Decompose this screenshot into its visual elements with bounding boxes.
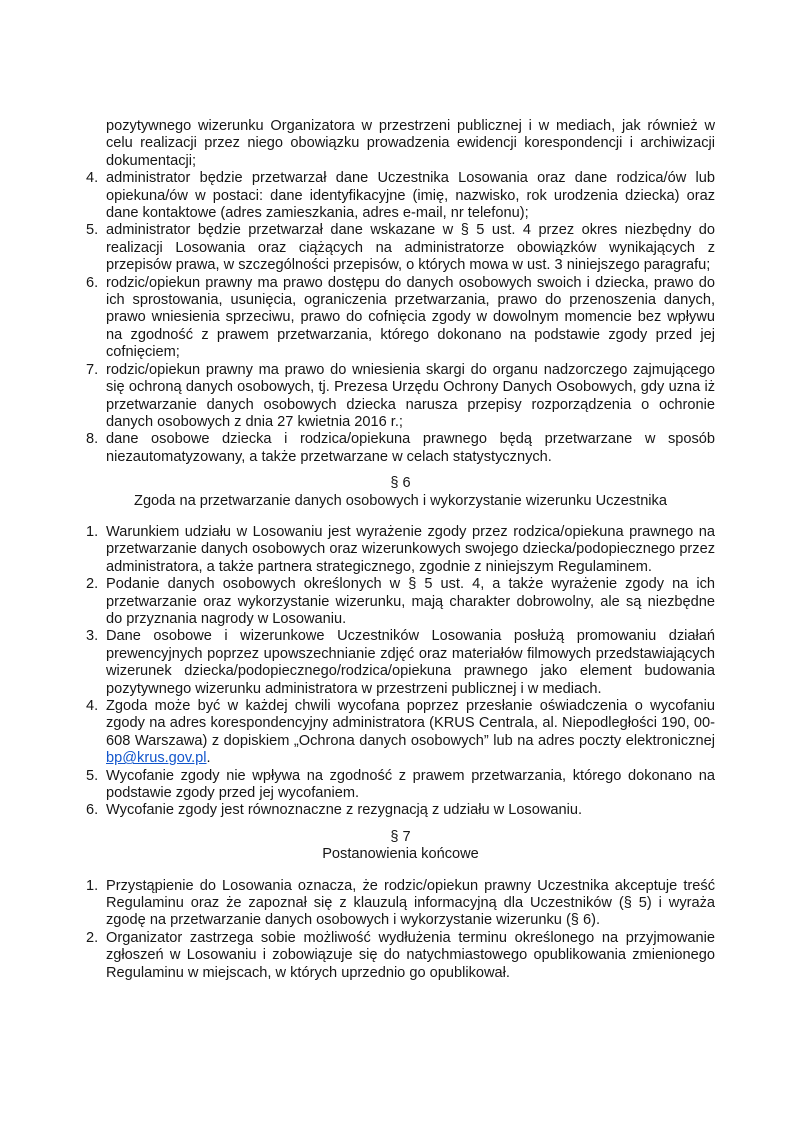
list-item-text: Przystąpienie do Losowania oznacza, że rodzic/opiekun prawny Uczestnika akceptuje treść Regulaminu oraz że zapoznał się z klauzulą informacyjną dla Uczestników (§ 5) i wyraża zgodę na przetwarzanie danych osobowych i wykorzystanie wizerunku (§ 6).: [106, 877, 715, 929]
list-item-text: dane osobowe dziecka i rodzica/opiekuna prawnego będą przetwarzane w sposób niezautomatyzowany, a także przetwarzane w celach statystycznych.: [106, 431, 715, 465]
list-item-number: 1.: [86, 877, 99, 894]
list-item: [86, 878, 715, 930]
list-item: [86, 576, 715, 628]
list-item-number: 2.: [86, 576, 99, 593]
list-item: [86, 802, 715, 819]
section-6-mark: § 6: [390, 475, 411, 492]
email-link[interactable]: bp@krus.gov.pl: [106, 750, 207, 767]
clause-list-section5: [86, 170, 715, 466]
list-item: [86, 524, 715, 576]
list-item-text: Wycofanie zgody nie wpływa na zgodność z prawem przetwarzania, którego dokonano na podstawie zgody przed jej wycofaniem.: [106, 767, 715, 802]
list-item: [86, 768, 715, 803]
list-item-text: Dane osobowe i wizerunkowe Uczestników Losowania posłużą promowaniu działań prewencyjnych poprzez upowszechnianie zdjęć oraz materiałów filmowych przedstawiających wizerunek dziecka/podopiecznego/rodzica/opiekuna prawnego jako element budowania pozytywnego wizerunku administratora w przestrzeni publicznej i w mediach.: [106, 628, 715, 697]
list-item: [86, 222, 715, 274]
list-item-number: 6.: [86, 802, 99, 819]
list-item-text: Podanie danych osobowych określonych w § 5 ust. 4, a także wyrażenie zgody na ich przetwarzanie oraz wykorzystanie wizerunku, mają charakter dobrowolny, ale są niezbędne do przyznania nagrody w Losowaniu.: [106, 576, 715, 627]
list-item-number: 4.: [86, 170, 99, 187]
list-item-number: 1.: [86, 523, 99, 540]
section-7-title: Postanowienia końcowe: [322, 846, 479, 863]
list-item-text: administrator będzie przetwarzał dane wskazane w § 5 ust. 4 przez okres niezbędny do realizacji Losowania oraz ciążących na administratorze obowiązków wynikających z przepisów prawa, w szczególności przepisów, o których mowa w ust. 3 niniejszego paragrafu;: [106, 222, 715, 274]
list-item-number: 5.: [86, 222, 99, 239]
list-item-text: administrator będzie przetwarzał dane Uczestnika Losowania oraz dane rodzica/ów lub opiekuna/ów w postaci: dane identyfikacyjne (imię, nazwisko, rok urodzenia dziecka) oraz dane kontaktowe (adres zamieszkania, adres e-mail, nr telefonu);: [106, 170, 715, 222]
list-item: [86, 362, 715, 432]
section-7-heading: [86, 829, 715, 864]
list-item-number: 3.: [86, 628, 99, 645]
list-item: [86, 698, 715, 768]
clause-list-section7: [86, 878, 715, 982]
continuation-paragraph: pozytywnego wizerunku Organizatora w przestrzeni publicznej i w mediach, jak również w celu realizacji przez niego obowiązku prowadzenia ewidencji korespondencji i archiwizacji dokumentacji;: [106, 118, 715, 169]
list-item-text: rodzic/opiekun prawny ma prawo dostępu do danych osobowych swoich i dziecka, prawo do ich sprostowania, usunięcia, ograniczenia przetwarzania, prawo do przenoszenia danych, prawo wniesienia sprzeciwu, prawo do cofnięcia zgody w dowolnym momencie bez wpływu na zgodność z prawem przetwarzania, którego dokonano na podstawie zgody przed jej cofnięciem;: [106, 274, 715, 361]
list-item-text: Warunkiem udziału w Losowaniu jest wyrażenie zgody przez rodzica/opiekuna prawnego na przetwarzanie danych osobowych oraz wizerunkowych swojego dziecka/podopiecznego przez administratora, a także partnera strategicznego, zgodnie z niniejszym Regulaminem.: [106, 523, 715, 575]
list-item-text: Zgoda może być w każdej chwili wycofana poprzez przesłanie oświadczenia o wycofaniu zgody na adres korespondencyjny administratora (KRUS Centrala, al. Niepodległości 190, 00-608 Warszawa) z dopiskiem „Ochrona danych osobowych” lub na adres poczty elektronicznej bp@krus.gov.pl.: [106, 698, 715, 767]
list-item-number: 2.: [86, 929, 99, 946]
list-item-number: 5.: [86, 767, 99, 784]
list-item-number: 4.: [86, 698, 99, 714]
section-6-title: Zgoda na przetwarzanie danych osobowych i wykorzystanie wizerunku Uczestnika: [134, 492, 667, 509]
list-item-text: Wycofanie zgody jest równoznaczne z rezygnacją z udziału w Losowaniu.: [106, 802, 583, 819]
list-item-text: Organizator zastrzega sobie możliwość wydłużenia terminu określonego na przyjmowanie zgłoszeń w Losowaniu i zobowiązuje się do natychmiastowego opublikowania zmienionego Regulaminu w miejscach, w których uprzednio go opublikował.: [106, 929, 715, 981]
list-item-text: rodzic/opiekun prawny ma prawo do wniesienia skargi do organu nadzorczego zajmującego się ochroną danych osobowych, tj. Prezesa Urzędu Ochrony Danych Osobowych, gdy uzna iż przetwarzanie danych osobowych dziecka narusza przepisy rozporządzenia o ochronie danych osobowych z dnia 27 kwietnia 2016 r.;: [106, 361, 715, 430]
list-item: [86, 275, 715, 362]
section-7-mark: § 7: [390, 828, 411, 845]
list-item: [86, 170, 715, 222]
section-6-heading: [86, 475, 715, 510]
list-item-number: 7.: [86, 361, 99, 378]
list-item: [86, 930, 715, 982]
list-item: [86, 628, 715, 698]
clause-list-section6: [86, 524, 715, 820]
list-item-number: 8.: [86, 431, 99, 448]
list-item: [86, 431, 715, 466]
list-item-number: 6.: [86, 274, 99, 291]
